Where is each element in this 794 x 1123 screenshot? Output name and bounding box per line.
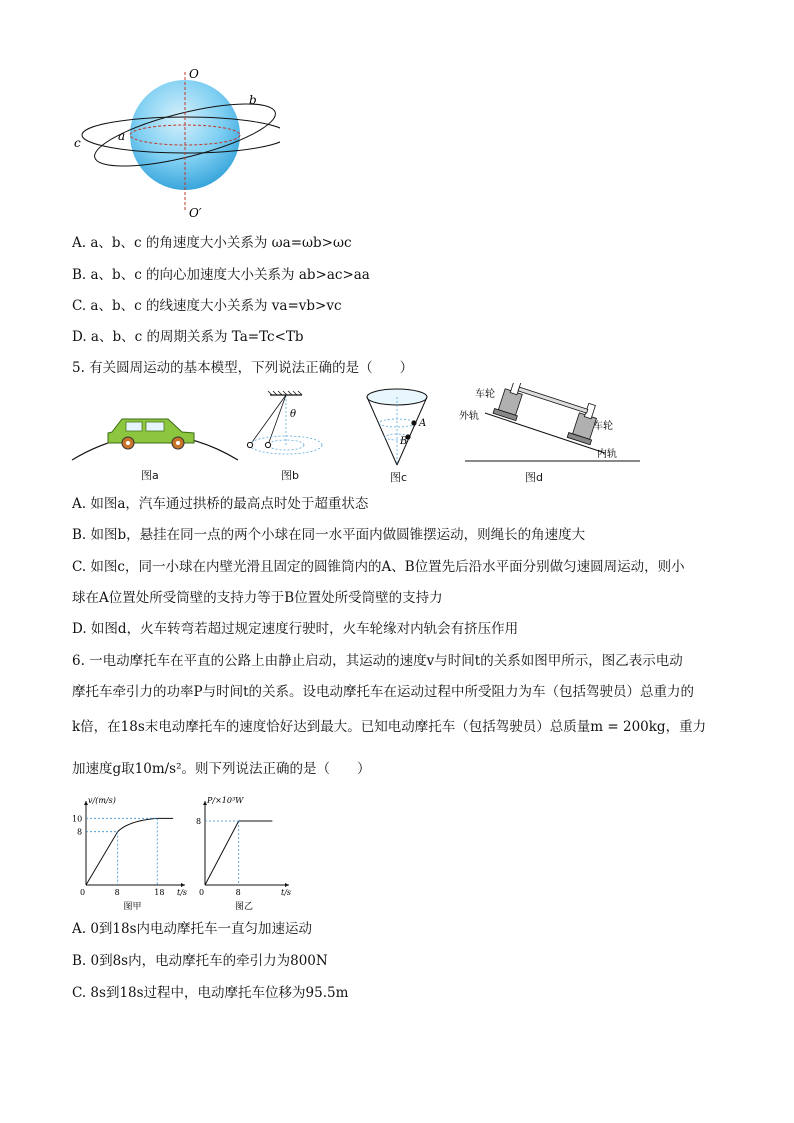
- inner-rail-label: 内轨: [597, 449, 617, 460]
- y-axis-label: P/×10³W: [207, 796, 244, 805]
- figure-c-cone: [362, 385, 432, 470]
- y-tick-label: 10: [72, 814, 83, 824]
- y-tick-label: 8: [196, 817, 202, 826]
- q4-option-d: D. a、b、c 的周期关系为 Ta=Tc<Tb: [72, 329, 304, 345]
- y-axis-label: v/(m/s): [88, 796, 116, 805]
- label-O-prime: O′: [189, 206, 202, 220]
- q4-option-b: B. a、b、c 的向心加速度大小关系为 ab>ac>aa: [72, 267, 370, 283]
- q6-option-c: C. 8s到18s过程中，电动摩托车位移为95.5m: [72, 985, 349, 1001]
- q5-option-b: B. 如图b，悬挂在同一点的两个小球在同一水平面内做圆锥摆运动，则绳长的角速度大: [72, 527, 586, 543]
- y-tick-label: 8: [77, 827, 83, 837]
- label-a: a: [118, 129, 126, 143]
- q5-option-c: C. 如图c，同一小球在内壁光滑且固定的圆锥筒内的A、B位置先后沿水平面分别做匀速圆周运动，则小: [72, 559, 685, 575]
- x-axis-arrow: [181, 883, 185, 887]
- chart-P-t: [195, 790, 295, 910]
- cone-label-B: B: [400, 436, 408, 447]
- q6-stem-line-2: 摩托车牵引力的功率P与时间t的关系。设电动摩托车在运动过程中所受阻力为车（包括驾驶员）总重力的: [72, 684, 695, 700]
- label-O: O: [189, 67, 199, 81]
- wheel-label-1: 车轮: [475, 389, 495, 400]
- label-b: b: [249, 93, 257, 107]
- q6-stem-line-1: 6. 一电动摩托车在平直的公路上由静止启动，其运动的速度v与时间t的关系如图甲所示，图乙表示电动: [72, 653, 683, 669]
- q6-stem-line-4: 加速度g取10m/s²。则下列说法正确的是（ ）: [72, 761, 371, 777]
- q4-option-c: C. a、b、c 的线速度大小关系为 va=vb>vc: [72, 298, 342, 314]
- car-icon: [108, 419, 194, 449]
- chart-title: 图甲: [123, 902, 142, 910]
- figure-c-caption: 图c: [390, 471, 408, 484]
- x-tick-label: 8: [114, 888, 120, 897]
- q5-option-a: A. 如图a，汽车通过拱桥的最高点时处于超重状态: [72, 496, 369, 512]
- x-tick-label: 0: [80, 888, 86, 897]
- q5-option-d: D. 如图d，火车转弯若超过规定速度行驶时，火车轮缘对内轨会有挤压作用: [72, 621, 519, 637]
- outer-rail-label: 外轨: [459, 411, 479, 422]
- x-axis-arrow: [285, 883, 289, 887]
- q6-stem-line-3: k倍，在18s末电动摩托车的速度恰好达到最大。已知电动摩托车（包括驾驶员）总质量m = 200kg，重力: [72, 719, 707, 735]
- x-tick-label: 0: [199, 888, 205, 897]
- q5-stem: 5. 有关圆周运动的基本模型，下列说法正确的是（ ）: [72, 360, 414, 376]
- q6-option-a: A. 0到18s内电动摩托车一直匀加速运动: [72, 921, 313, 937]
- chart-title: 图乙: [235, 902, 254, 910]
- q4-option-a: A. a、b、c 的角速度大小关系为 ωa=ωb>ωc: [72, 235, 352, 251]
- figure-b-caption: 图b: [281, 469, 299, 482]
- q5-option-c-cont: 球在A位置处所受筒壁的支持力等于B位置处所受筒壁的支持力: [72, 590, 443, 606]
- x-tick-label: 18: [154, 888, 165, 897]
- cone-label-A: A: [419, 418, 427, 429]
- x-tick-label: 8: [235, 888, 241, 897]
- figure-b-conical-pendulum: [240, 390, 350, 470]
- theta-label: θ: [290, 409, 297, 420]
- label-c: c: [74, 136, 81, 150]
- x-axis-label: t/s: [281, 888, 292, 897]
- q6-option-b: B. 0到8s内，电动摩托车的牵引力为800N: [72, 953, 328, 969]
- orbit-figure: [60, 60, 280, 225]
- figure-d-caption: 图d: [525, 471, 543, 484]
- figure-d-train-track: [455, 383, 645, 468]
- wheel-label-2: 车轮: [593, 421, 613, 432]
- v-curve: [86, 818, 173, 885]
- figure-a-caption: 图a: [141, 469, 159, 482]
- x-axis-label: t/s: [177, 888, 188, 897]
- chart-v-t: [70, 790, 190, 910]
